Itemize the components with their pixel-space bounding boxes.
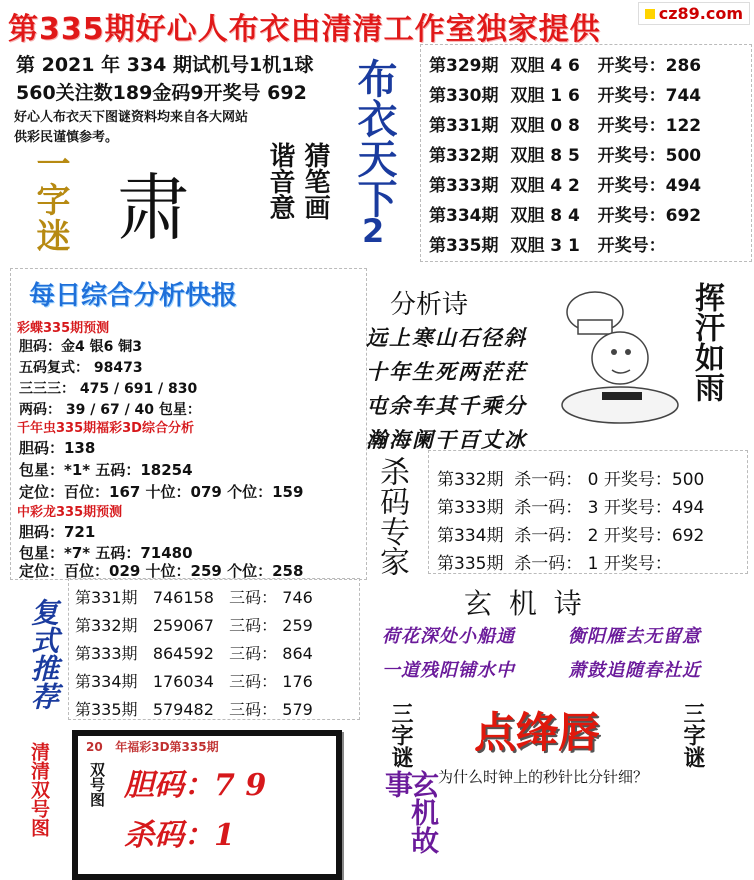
pair: 0 8 bbox=[550, 116, 580, 136]
dan-code bbox=[124, 760, 266, 804]
three-val: 176 bbox=[282, 672, 313, 691]
period: 第332期 bbox=[429, 146, 499, 166]
code: 864592 bbox=[152, 644, 214, 663]
table-row bbox=[437, 521, 704, 546]
chef-illustration bbox=[560, 280, 680, 430]
s3-line-3: 定位：百位：029 十位：259 个位：258 bbox=[19, 562, 304, 580]
result-label: 开奖号： bbox=[597, 86, 666, 106]
period: 第331期 bbox=[75, 588, 138, 607]
table-row bbox=[429, 51, 701, 76]
result: 744 bbox=[665, 86, 702, 106]
riddle-panel bbox=[12, 140, 352, 265]
result: 500 bbox=[665, 146, 702, 166]
intro-line-3: 好心人布衣天下图谜资料均来自各大网站 bbox=[14, 110, 249, 125]
table-row bbox=[429, 171, 701, 196]
three-label: 三码： bbox=[229, 616, 278, 635]
three-label: 三码： bbox=[229, 672, 278, 691]
three-val: 259 bbox=[282, 616, 313, 635]
period: 第335期 bbox=[429, 236, 499, 256]
period: 第334期 bbox=[75, 672, 138, 691]
qingqing-header bbox=[86, 738, 219, 755]
result-label: 开奖号： bbox=[597, 236, 666, 256]
s1-line-2: 五码复式： 98473 bbox=[19, 360, 143, 376]
type: 双胆 bbox=[510, 176, 545, 196]
table-row bbox=[75, 641, 313, 664]
story-left-label: 三字谜 bbox=[388, 702, 413, 768]
qingqing-side-label: 清清双号图 bbox=[28, 742, 50, 837]
xuanji-line-1: 荷花深处小船通 bbox=[382, 626, 515, 647]
kill-label: 杀码专家 bbox=[374, 456, 409, 576]
xuanji-line-2: 衡阳雁去无留意 bbox=[568, 626, 701, 647]
period: 第334期 bbox=[437, 526, 504, 546]
table-row bbox=[429, 231, 666, 256]
result: 494 bbox=[665, 176, 702, 196]
poem-line-1: 远上寒山石径斜 bbox=[366, 325, 527, 350]
table-row bbox=[429, 201, 701, 226]
riddle-hint-2: 猜笔画 bbox=[300, 142, 330, 220]
result-label: 开奖号： bbox=[597, 116, 666, 136]
table-row bbox=[75, 669, 313, 692]
period: 第329期 bbox=[429, 56, 499, 76]
kill-text: 杀一码： bbox=[514, 554, 583, 574]
result: 494 bbox=[671, 498, 705, 518]
table-row bbox=[75, 697, 313, 720]
s1-line-4: 两码： 39 / 67 / 40 包星： bbox=[19, 402, 201, 418]
daily-analysis-panel bbox=[10, 268, 367, 580]
three-val: 579 bbox=[282, 700, 313, 719]
intro-line-4: 供彩民谨慎参考。 bbox=[14, 130, 119, 145]
s2-line-2: 包星：*1* 五码：18254 bbox=[19, 461, 193, 479]
s1-title: 彩蝶335期预测 bbox=[17, 321, 110, 336]
period: 第335期 bbox=[75, 700, 138, 719]
period: 第333期 bbox=[437, 498, 504, 518]
xuanji-title: 玄 机 诗 bbox=[464, 587, 586, 620]
period: 第333期 bbox=[429, 176, 499, 196]
s1-line-3: 三三三： 475 / 691 / 830 bbox=[19, 381, 198, 397]
s2-line-3: 定位：百位：167 十位：079 个位：159 bbox=[19, 483, 304, 501]
result-label: 开奖号： bbox=[603, 498, 672, 518]
site-watermark bbox=[638, 2, 750, 25]
dan-value: 7 9 bbox=[214, 768, 267, 803]
result-label: 开奖号： bbox=[597, 176, 666, 196]
result: 122 bbox=[665, 116, 702, 136]
xuanji-panel bbox=[372, 580, 750, 690]
period: 第335期 bbox=[437, 554, 504, 574]
table-row bbox=[429, 141, 701, 166]
s1-line-1: 胆码：金4 银6 铜3 bbox=[19, 339, 142, 355]
pair: 8 5 bbox=[550, 146, 580, 166]
period: 第334期 bbox=[429, 206, 499, 226]
period: 第332期 bbox=[75, 616, 138, 635]
kill-num: 2 bbox=[587, 526, 599, 546]
three-val: 746 bbox=[282, 588, 313, 607]
sha-code bbox=[124, 810, 235, 854]
poem-line-3: 屯余车其千乘分 bbox=[366, 393, 527, 418]
xuanji-line-4: 萧鼓追随春社近 bbox=[568, 660, 701, 681]
s2-title: 千年虫335期福彩3D综合分析 bbox=[17, 421, 194, 436]
period: 第332期 bbox=[437, 470, 504, 490]
result-label: 开奖号： bbox=[597, 146, 666, 166]
pair: 4 6 bbox=[550, 56, 580, 76]
result: 692 bbox=[665, 206, 702, 226]
result-label: 开奖号： bbox=[603, 526, 672, 546]
story-vertical: 玄机故事 bbox=[381, 770, 440, 854]
type: 双胆 bbox=[510, 236, 545, 256]
story-answer: 点绛唇 bbox=[474, 708, 601, 757]
result-label: 开奖号： bbox=[603, 470, 672, 490]
daily-heading: 每日综合分析快报 bbox=[29, 281, 238, 311]
poem-panel bbox=[360, 270, 550, 450]
result-label: 开奖号： bbox=[597, 56, 666, 76]
pair: 1 6 bbox=[550, 86, 580, 106]
poem-line-2: 十年生死两茫茫 bbox=[366, 359, 527, 384]
qingqing-board bbox=[72, 730, 342, 880]
result-label: 开奖号： bbox=[603, 554, 672, 574]
code: 579482 bbox=[152, 700, 214, 719]
code: 746158 bbox=[152, 588, 214, 607]
kill-panel bbox=[366, 448, 750, 578]
result: 286 bbox=[665, 56, 702, 76]
three-label: 三码： bbox=[229, 700, 278, 719]
kill-num: 1 bbox=[587, 554, 599, 574]
pair: 3 1 bbox=[550, 236, 580, 256]
qingqing-header-rest: 年福彩3D第335期 bbox=[115, 740, 219, 754]
three-val: 864 bbox=[282, 644, 313, 663]
dan-label: 胆码： bbox=[124, 768, 214, 803]
pair: 8 4 bbox=[550, 206, 580, 226]
kill-text: 杀一码： bbox=[514, 470, 583, 490]
period: 第331期 bbox=[429, 116, 499, 136]
logo-square-icon bbox=[645, 9, 655, 19]
kill-num: 3 bbox=[587, 498, 599, 518]
table-row bbox=[429, 111, 701, 136]
pair: 4 2 bbox=[550, 176, 580, 196]
code: 176034 bbox=[152, 672, 214, 691]
type: 双胆 bbox=[510, 146, 545, 166]
three-label: 三码： bbox=[229, 644, 278, 663]
brand-text: 布衣天下 bbox=[351, 58, 397, 218]
kill-text: 杀一码： bbox=[514, 498, 583, 518]
brand-number: 2 bbox=[362, 212, 385, 250]
table-row bbox=[429, 81, 701, 106]
qingqing-badge: 双号图 bbox=[88, 762, 106, 807]
period: 第333期 bbox=[75, 644, 138, 663]
result-label: 开奖号： bbox=[597, 206, 666, 226]
kill-table bbox=[428, 450, 748, 574]
type: 双胆 bbox=[510, 86, 545, 106]
kill-num: 0 bbox=[587, 470, 599, 490]
table-row bbox=[75, 585, 313, 608]
page-title: 第335期好心人布衣由清清工作室独家提供 bbox=[8, 12, 601, 47]
s2-line-1: 胆码：138 bbox=[19, 439, 96, 457]
riddle-label: 一字迷 bbox=[30, 146, 70, 254]
table-row bbox=[437, 493, 704, 518]
table-row bbox=[75, 613, 313, 636]
type: 双胆 bbox=[510, 56, 545, 76]
type: 双胆 bbox=[510, 116, 545, 136]
qingqing-header-year: 20 bbox=[86, 740, 103, 754]
fushi-label: 复式推荐 bbox=[27, 598, 60, 710]
kill-text: 杀一码： bbox=[514, 526, 583, 546]
s3-line-2: 包星：*7* 五码：71480 bbox=[19, 544, 193, 562]
table-row bbox=[437, 465, 704, 490]
xuanji-line-3: 一道残阳铺水中 bbox=[382, 660, 515, 681]
result: 500 bbox=[671, 470, 705, 490]
code: 259067 bbox=[152, 616, 214, 635]
riddle-hint-1: 谐音意 bbox=[265, 142, 295, 220]
type: 双胆 bbox=[510, 206, 545, 226]
three-label: 三码： bbox=[229, 588, 278, 607]
history-table bbox=[420, 44, 752, 262]
result: 692 bbox=[671, 526, 705, 546]
sha-value: 1 bbox=[214, 818, 235, 853]
watermark-text: cz89.com bbox=[658, 4, 743, 23]
poem-title: 分析诗 bbox=[390, 290, 469, 320]
riddle-char: 肃 bbox=[117, 166, 190, 250]
intro-line-1: 第 2021 年 334 期试机号1机1球 bbox=[16, 54, 314, 76]
fushi-table bbox=[68, 578, 360, 720]
sha-label: 杀码： bbox=[124, 818, 214, 853]
s3-line-1: 胆码：721 bbox=[19, 523, 96, 541]
poem-side-text: 挥汗如雨 bbox=[689, 282, 724, 402]
intro-line-2: 560关注数189金码9开奖号 692 bbox=[16, 82, 307, 104]
poem-line-4: 瀚海阑干百丈冰 bbox=[366, 427, 527, 452]
table-row bbox=[437, 549, 672, 574]
story-question: 为什么时钟上的秒针比分针细？ bbox=[438, 768, 649, 786]
story-right-label: 三字谜 bbox=[680, 702, 705, 768]
period: 第330期 bbox=[429, 86, 499, 106]
s3-title: 中彩龙335期预测 bbox=[17, 505, 123, 520]
